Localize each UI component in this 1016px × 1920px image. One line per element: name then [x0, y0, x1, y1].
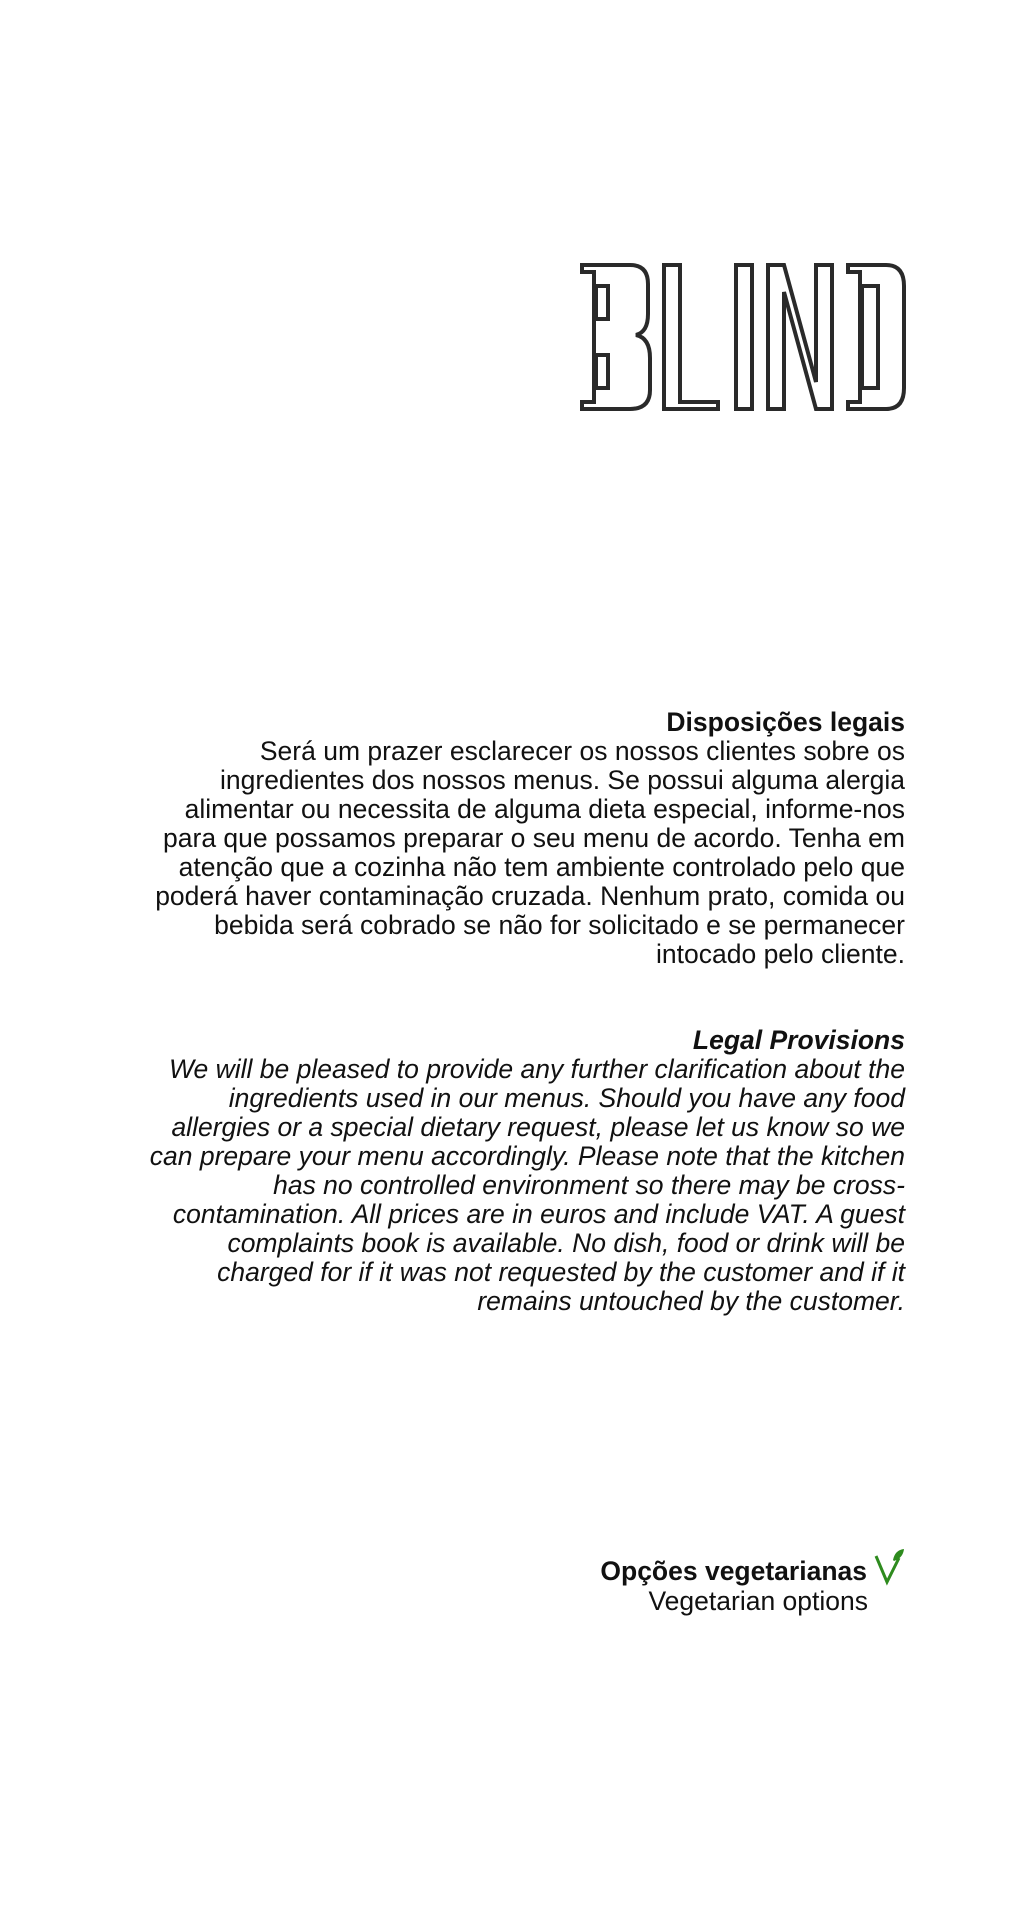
legal-provisions-en — [145, 1026, 905, 1316]
legal-provisions-pt — [145, 708, 905, 969]
vegetarian-subtitle: Vegetarian options — [648, 1586, 868, 1616]
vegetarian-title-row — [405, 1548, 905, 1586]
legal-body-pt: Será um prazer esclarecer os nossos clientes sobre os ingredientes dos nossos menus. Se possui alguma alergia alimentar ou necessita de alguma dieta especial, informe-nos para que possamos preparar o seu menu de acordo. Tenha em atenção que a cozinha não tem ambiente controlado pelo que poderá haver contaminação cruzada. Nenhum prato, comida ou bebida será cobrado se não for solicitado e se permanecer intocado pelo cliente. — [155, 736, 905, 969]
vegetarian-title: Opções vegetarianas — [600, 1556, 867, 1586]
legal-title-en: Legal Provisions — [692, 1025, 905, 1055]
legal-title-pt: Disposições legais — [666, 707, 905, 737]
legal-body-en: We will be pleased to provide any further clarification about the ingredients used in our menus. Should you have any food allergies or a special dietary request, please let us know so we can prepare your menu accordingly. Please note that the kitchen has no controlled environment so there may be cross-contamination. All prices are in euros and include VAT. A guest complaints book is available. No dish, food or drink will be charged for if it was not requested by the customer and if it remains untouched by the customer. — [149, 1054, 905, 1316]
blind-logo — [580, 262, 906, 412]
vegetarian-leaf-icon — [873, 1548, 905, 1586]
vegetarian-legend — [405, 1548, 905, 1616]
